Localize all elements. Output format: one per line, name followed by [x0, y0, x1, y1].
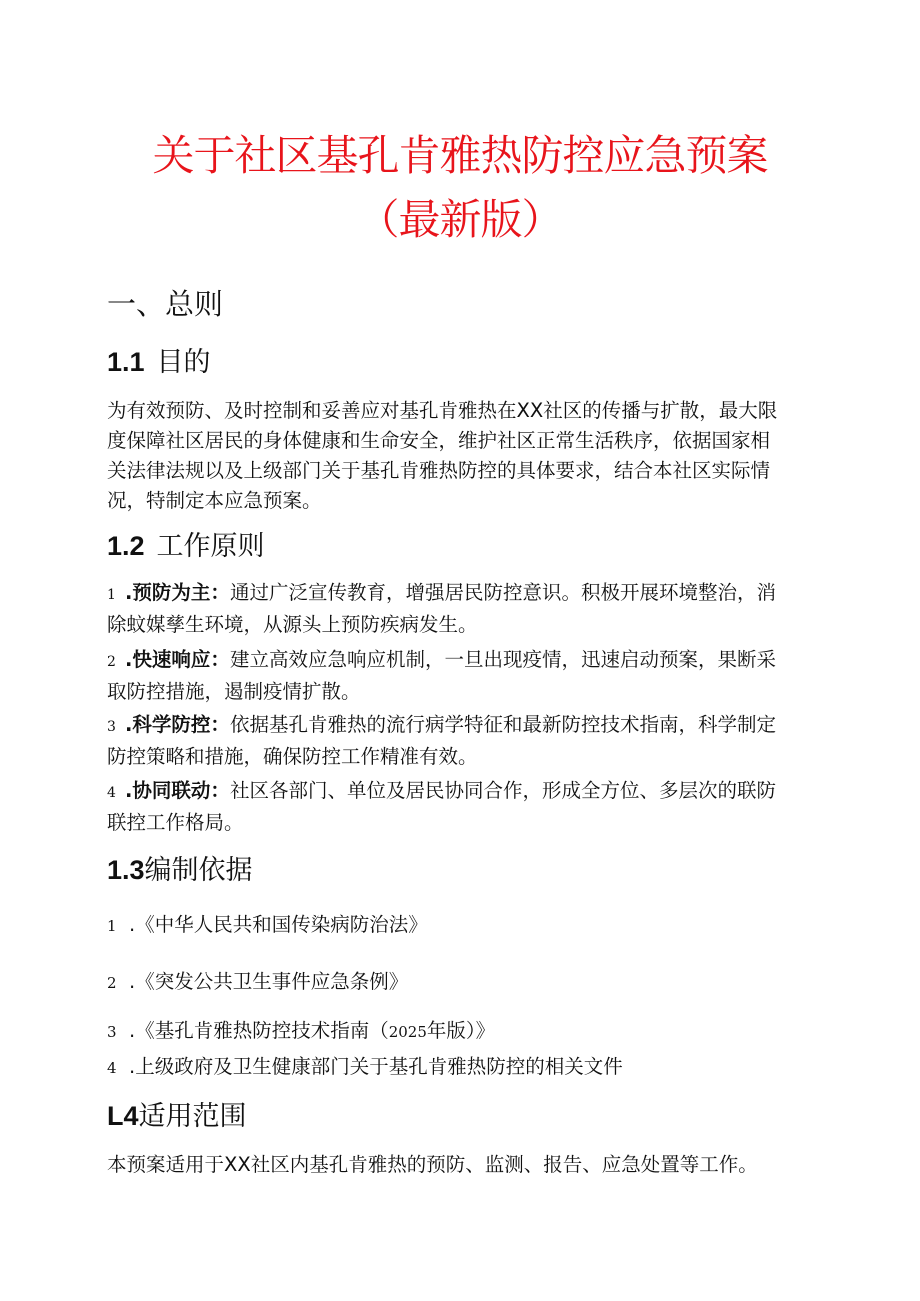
scope-paragraph: 本预案适用于XX社区内基孔肯雅热的预防、监测、报告、应急处置等工作。 [107, 1153, 758, 1176]
paragraph-line: 关法律法规以及上级部门关于基孔肯雅热防控的具体要求，结合本社区实际情 [107, 459, 771, 482]
ref-text: .《基孔肯雅热防控技术指南（ [129, 1019, 389, 1042]
subsection-label: 目的 [156, 347, 211, 378]
item-term: 协同联动： [132, 779, 230, 802]
item-dot: . [125, 713, 133, 736]
reference-item [107, 1052, 623, 1083]
ref-text: .《突发公共卫生事件应急条例》 [129, 970, 409, 993]
item-term: 预防为主： [132, 581, 230, 604]
item-term: 科学防控： [132, 713, 230, 736]
purpose-paragraph [107, 396, 807, 516]
item-term: 快速响应： [132, 648, 230, 671]
subsection-heading-principles [107, 526, 265, 567]
principle-item [107, 645, 807, 707]
subsection-heading-basis [107, 850, 253, 891]
item-text-cont: 联控工作格局。 [107, 811, 244, 834]
ref-number: 2 [107, 974, 117, 992]
ref-number: 4 [107, 1059, 117, 1077]
document-title-line1: 关于社区基孔肯雅热防控应急预案 [152, 131, 768, 180]
subsection-number: 1.1 [107, 347, 145, 377]
ref-number: 3 [107, 1023, 117, 1041]
subsection-label: 工作原则 [156, 531, 265, 562]
reference-item [107, 967, 408, 998]
item-number: 3 [107, 719, 116, 735]
paragraph-line: 度保障社区居民的身体健康和生命安全，维护社区正常生活秩序，依据国家相 [107, 429, 771, 452]
subsection-heading-scope [107, 1096, 247, 1137]
document-title-line2: （最新版） [357, 195, 563, 244]
item-text: 通过广泛宣传教育，增强居民防控意识。积极开展环境整治，消 [229, 581, 776, 604]
item-number: 4 [107, 785, 116, 801]
item-number: 1 [107, 587, 116, 603]
principle-item [107, 578, 807, 640]
paragraph-line: 为有效预防、及时控制和妥善应对基孔肯雅热在XX社区的传播与扩散，最大限 [107, 399, 778, 422]
reference-item [107, 1016, 495, 1047]
item-dot: . [125, 779, 133, 802]
item-dot: . [125, 648, 133, 671]
item-text: 依据基孔肯雅热的流行病学特征和最新防控技术指南，科学制定 [229, 713, 776, 736]
item-text-cont: 取防控措施，遏制疫情扩散。 [107, 680, 361, 703]
paragraph-line: 况，特制定本应急预案。 [107, 489, 322, 512]
ref-text: 年版）》 [426, 1019, 496, 1042]
subsection-number: 1.3 [107, 855, 145, 885]
ref-year: 2025 [388, 1023, 427, 1041]
ref-text: .《中华人民共和国传染病防治法》 [129, 913, 428, 936]
item-text: 建立高效应急响应机制，一旦出现疫情，迅速启动预案，果断采 [229, 648, 776, 671]
subsection-label: 编制依据 [144, 855, 253, 886]
item-number: 2 [107, 654, 116, 670]
item-text-cont: 防控策略和措施，确保防控工作精准有效。 [107, 745, 478, 768]
principle-item [107, 710, 807, 772]
item-text: 社区各部门、单位及居民协同合作，形成全方位、多层次的联防 [229, 779, 776, 802]
reference-item [107, 910, 428, 941]
ref-text: .上级政府及卫生健康部门关于基孔肯雅热防控的相关文件 [129, 1055, 623, 1078]
principle-item [107, 776, 807, 838]
item-text-cont: 除蚊媒孳生环境，从源头上预防疾病发生。 [107, 613, 478, 636]
subsection-label: 适用范围 [138, 1101, 247, 1132]
subsection-number: L4 [107, 1101, 139, 1131]
ref-number: 1 [107, 917, 117, 935]
subsection-heading-purpose [107, 342, 211, 383]
section-heading-general: 一、总则 [107, 287, 224, 321]
subsection-number: 1.2 [107, 531, 145, 561]
item-dot: . [125, 581, 133, 604]
